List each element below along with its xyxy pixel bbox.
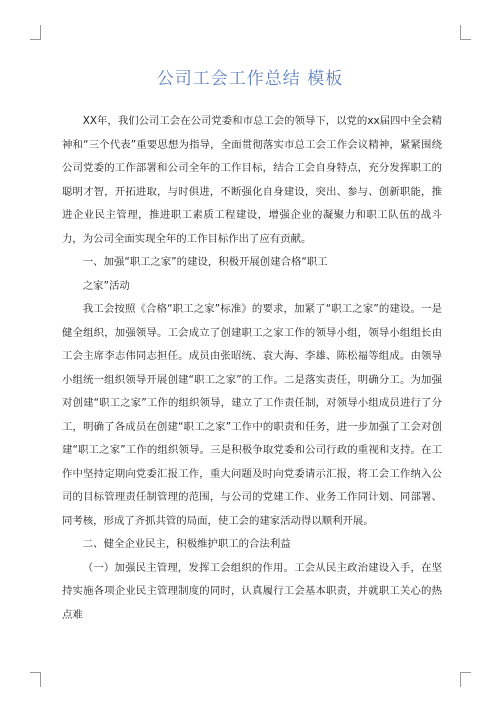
- section-heading-2: 二、健全企业民主，积极维护职工的合法利益: [82, 538, 291, 550]
- section-heading-1: 一、加强“职工之家”的建设，积极开展创建合格“职工: [82, 256, 328, 268]
- document-title: 公司工会工作总结 模板: [156, 69, 344, 89]
- section-2-paragraph: （一）加强民主管理，发挥工会组织的作用。工会从民主政治建设入手，在坚持实施各项企业民主管理制度的同时，认真履行工会基本职责，并就职工关心的热点难: [62, 561, 442, 621]
- crop-mark-bottom-right: [460, 672, 471, 687]
- document-body: [62, 110, 442, 627]
- crop-mark-top-right: [460, 25, 471, 40]
- crop-mark-top-left: [30, 25, 41, 40]
- crop-mark-bottom-left: [30, 672, 41, 687]
- section-1-paragraph: 我工会按照《合格“职工之家”标准》的要求，加紧了“职工之家”的建设。一是健全组织，加强领导。工会成立了创建职工之家工作的领导小组，领导小组组长由工会主席李志伟同志担任。成员由张昭统、袁大海、李雄、陈松福等组成。由领导小组统一组织领导开展创建“职工之家”的工作。二是落实责任，明确分工。为加强对创建“职工之家”工作的组织领导，建立了工作责任制，对领导小组成员进行了分工，明确了各成员在创建“职工之家”工作中的职责和任务，进一步加强了工会对创建“职工之家”工作的组织领导。三是积极争取党委和公司行政的重视和支持。在工作中坚持定期向党委汇报工作，重大问题及时向党委请示汇报，将工会工作纳入公司的目标管理责任制管理的范围，与公司的党建工作、业务工作同计划、同部署、同考核，形成了齐抓共管的局面，使工会的建家活动得以顺利开展。: [62, 303, 442, 527]
- section-heading-1-continued: 之家”活动: [82, 279, 130, 292]
- intro-paragraph: XX年，我们公司工会在公司党委和市总工会的领导下，以党的xx届四中全会精神和“三个代表”重要思想为指导，全面贯彻落实市总工会工作会议精神，紧紧围绕公司党委的工作部署和公司全年的工作目标，结合工会自身特点，充分发挥职工的聪明才智，开拓进取，与时俱进，不断强化自身建设，突出、参与、创新职能，推进企业民主管理，推进职工素质工程建设，增强企业的凝聚力和职工队伍的战斗力，为公司全面实现全年的工作目标作出了应有贡献。: [62, 115, 442, 245]
